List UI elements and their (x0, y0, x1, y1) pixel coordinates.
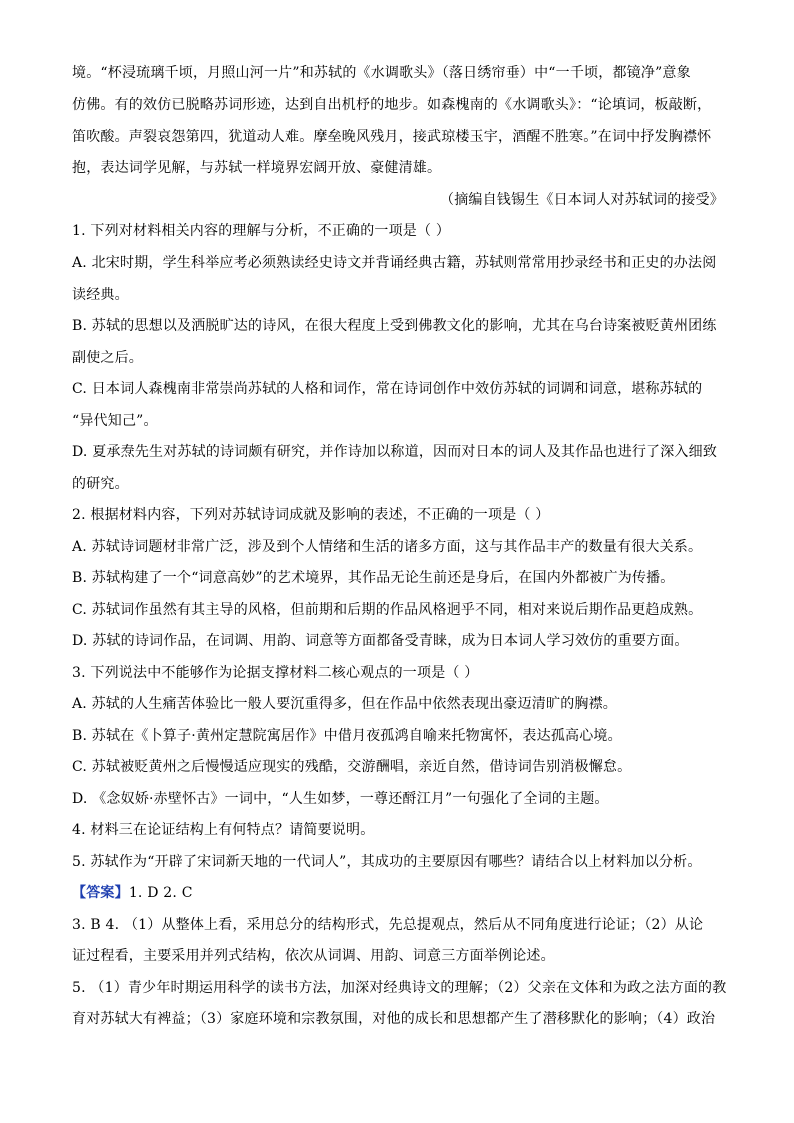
question-1-option-d-cont: 的研究。 (72, 476, 129, 492)
answer-line: 育对苏轼大有裨益；（3）家庭环境和宗教氛围，对他的成长和思想都产生了潜移默化的影响；（4）政治 (72, 1011, 716, 1027)
question-3-option-a: A. 苏轼的人生痛苦体验比一般人要沉重得多，但在作品中依然表现出豪迈清旷的胸襟。 (72, 696, 618, 712)
answer-line (72, 883, 724, 903)
question-1-option-d: D. 夏承焘先生对苏轼的诗词颇有研究，并作诗加以称道，因而对日本的词人及其作品也进行了深入细致 (72, 444, 718, 460)
source-citation: （摘编自钱锡生《日本词人对苏轼词的接受》 (440, 192, 724, 208)
question-3-option-d: D. 《念奴娇·赤壁怀古》一词中，“人生如梦，一尊还酹江月”一句强化了全词的主题。 (72, 791, 609, 807)
question-1-option-a: A. 北宋时期，学生科举应考必须熟读经史诗文并背诵经典古籍，苏轼则常常用抄录经书和正史的办法阅 (72, 255, 717, 271)
answer-line: 3. B 4. （1）从整体上看，采用总分的结构形式，先总提观点，然后从不同角度进行论证；（2）从论 (72, 917, 704, 933)
question-2-option-c: C. 苏轼词作虽然有其主导的风格，但前期和后期的作品风格迥乎不同，相对来说后期作品更趋成熟。 (72, 602, 703, 618)
answer-tag: 【答案】 (72, 885, 129, 901)
question-2-option-a: A. 苏轼诗词题材非常广泛，涉及到个人情绪和生活的诸多方面，这与其作品丰产的数量有很大关系。 (72, 539, 703, 555)
passage-line: 抱，表达词学见解，与苏轼一样境界宏阔开放、豪健清雄。 (72, 160, 442, 176)
question-5-stem: 5. 苏轼作为“开辟了宋词新天地的一代词人”，其成功的主要原因有哪些？请结合以上材料加以分析。 (72, 854, 702, 870)
question-1-option-a-cont: 读经典。 (72, 287, 129, 303)
question-1-stem: 1. 下列对材料相关内容的理解与分析，不正确的一项是（ ） (72, 223, 451, 239)
question-2-stem: 2. 根据材料内容，下列对苏轼诗词成就及影响的表述，不正确的一项是（ ） (72, 507, 550, 523)
question-3-stem: 3. 下列说法中不能够作为论据支撑材料二核心观点的一项是（ ） (72, 665, 479, 681)
question-2-option-d: D. 苏轼的诗词作品，在词调、用韵、词意等方面都备受青睐，成为日本词人学习效仿的重要方面。 (72, 633, 689, 649)
answer-values: 1. D 2. C (128, 885, 193, 901)
question-2-option-b: B. 苏轼构建了一个“词意高妙”的艺术境界，其作品无论生前还是身后，在国内外都被广为传播。 (72, 570, 675, 586)
question-1-option-c: C. 日本词人森槐南非常崇尚苏轼的人格和词作，常在诗词创作中效仿苏轼的词调和词意，堪称苏轼的 (72, 381, 703, 397)
passage-line: 仿佛。有的效仿已脱略苏词形迹，达到自出机杼的地步。如森槐南的《水调歌头》：“论填词，板敲断， (72, 97, 712, 113)
question-1-option-c-cont: “异代知己”。 (72, 413, 158, 429)
passage-line: 境。“杯浸琉璃千顷，月照山河一片”和苏轼的《水调歌头》（落日绣帘垂）中“一千顷，都镜净”意象 (72, 65, 691, 81)
question-1-option-b: B. 苏轼的思想以及洒脱旷达的诗风，在很大程度上受到佛教文化的影响，尤其在乌台诗案被贬黄州团练 (72, 318, 717, 334)
question-3-option-c: C. 苏轼被贬黄州之后慢慢适应现实的残酷，交游酬唱，亲近自然，借诗词告别消极懈怠。 (72, 759, 632, 775)
passage-line: 笛吹酸。声裂哀怨第四，犹道动人难。摩垒晚风残月，接武琼楼玉宇，酒醒不胜寒。”在词中抒发胸襟怀 (72, 129, 712, 145)
answer-line: 5. （1）青少年时期运用科学的读书方法，加深对经典诗文的理解；（2）父亲在文体和为政之法方面的教 (72, 980, 727, 996)
question-3-option-b: B. 苏轼在《卜算子·黄州定慧院寓居作》中借月夜孤鸿自喻来托物寓怀，表达孤高心境。 (72, 728, 622, 744)
question-1-option-b-cont: 副使之后。 (72, 350, 143, 366)
question-4-stem: 4. 材料三在论证结构上有何特点？请简要说明。 (72, 822, 375, 838)
answer-line: 证过程看，主要采用并列式结构，依次从词调、用韵、词意三方面举例论述。 (72, 948, 555, 964)
